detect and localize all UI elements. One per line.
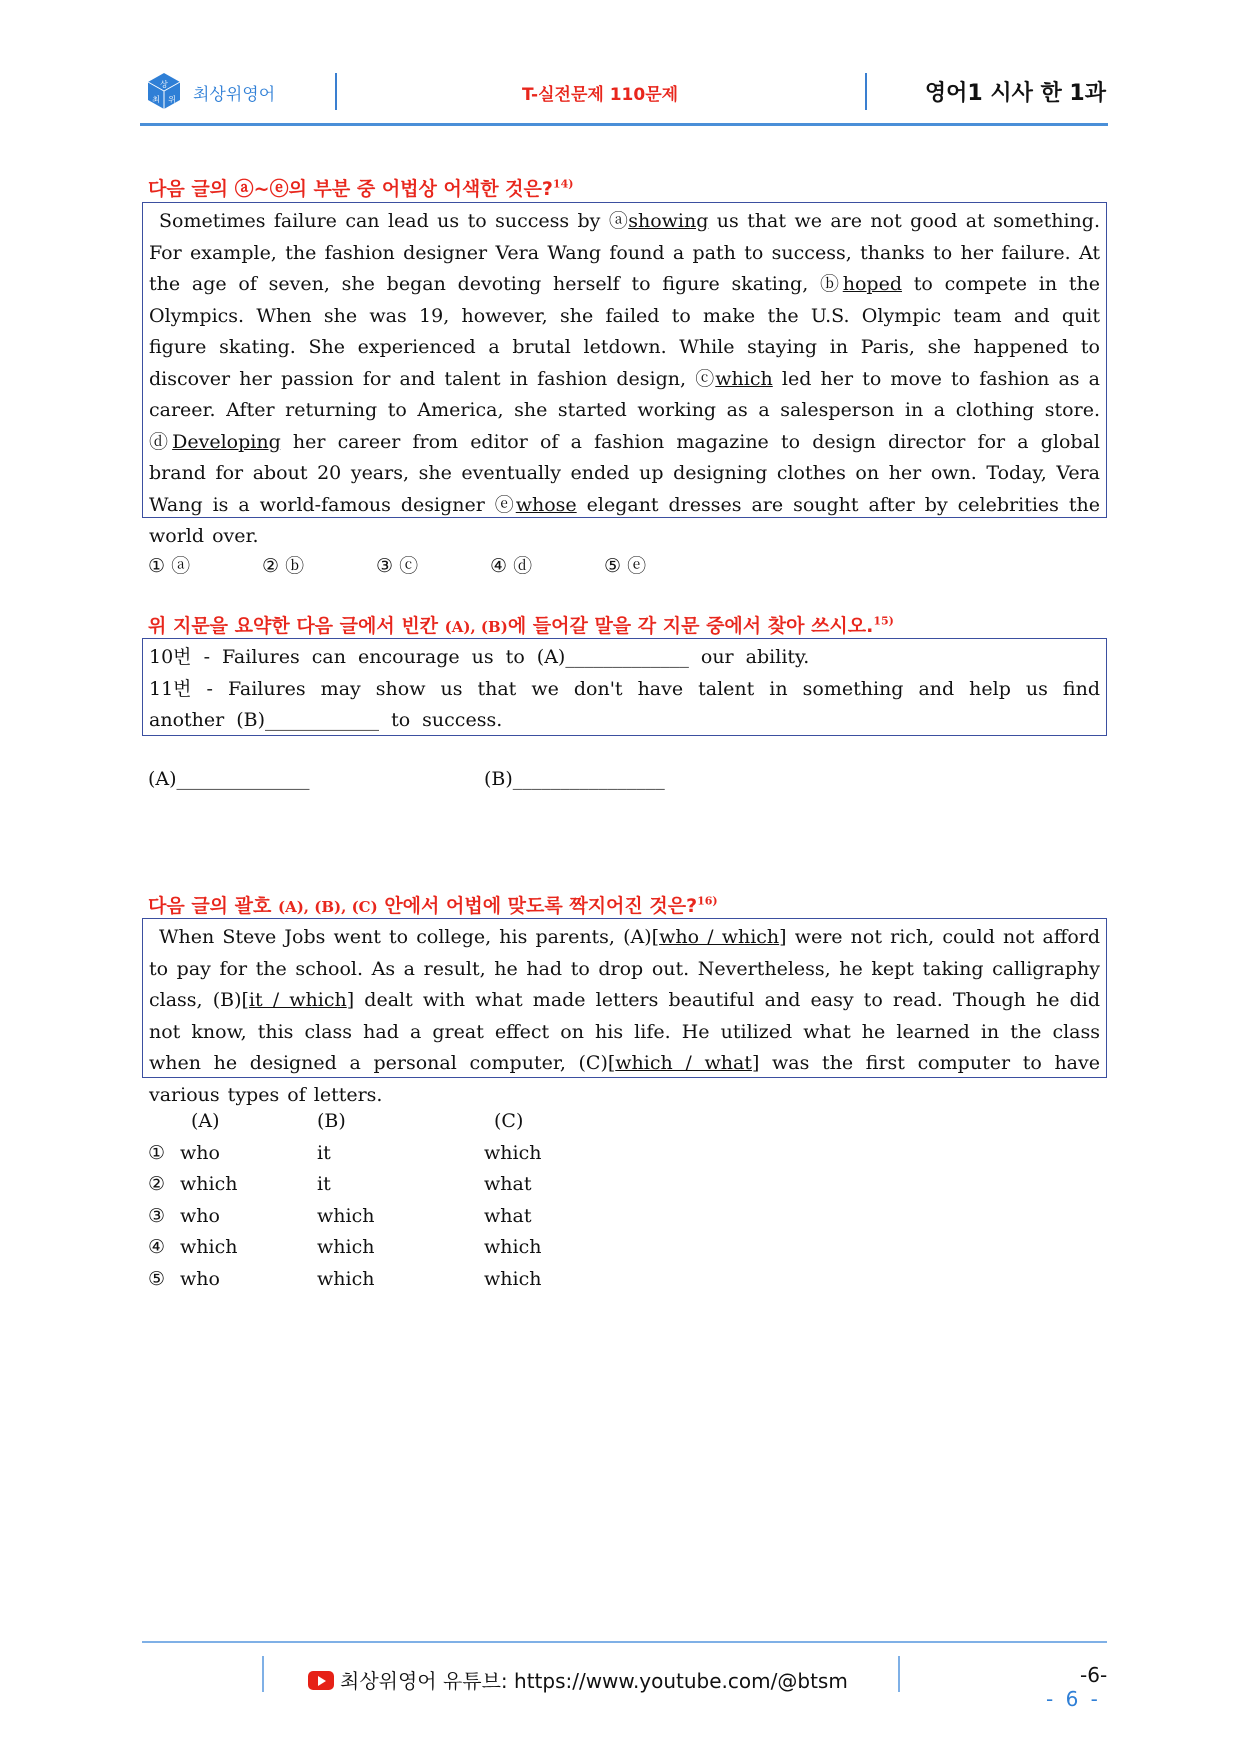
q14-passage-text: Sometimes failure can lead us to success by <box>159 210 609 232</box>
q14-passage-text: to compete in the Olympics. When she was 19, however, she failed to make the U.S. Olympic team and quit figure skating. She experienced a brutal letdown. While staying in Paris, she happened to discover her passion for and talent in fashion design, <box>149 273 1100 390</box>
q14-option-5[interactable]: ⑤ ⓔ <box>604 555 647 577</box>
q16-row-b: it <box>317 1142 331 1164</box>
header-divider-left <box>335 73 337 110</box>
footer-rule <box>142 1641 1107 1643</box>
q16-row-c: what <box>484 1205 532 1227</box>
q14-passage-text: us that we are not good at something. For example, the fashion designer Vera Wang found a path to success, thanks to her failure. At the age of seven, she began devoting herself to figure skating, <box>149 210 1100 295</box>
q16-title <box>148 891 718 918</box>
q16-row-a: which <box>180 1236 238 1258</box>
header-right-title: 영어1 시사 한 1과 <box>924 81 1106 106</box>
q16-row-c: which <box>484 1268 542 1290</box>
q14-underline-c: which <box>715 367 773 390</box>
q16-choice-c: which / what <box>615 1052 752 1074</box>
q15-title <box>148 611 894 638</box>
q14-underline-d: Developing <box>172 430 281 453</box>
q16-option-row[interactable] <box>148 1205 165 1227</box>
q14-option-4[interactable]: ④ ⓓ <box>490 555 533 577</box>
q16-choice-b: it / which <box>248 989 347 1011</box>
q16-row-c: what <box>484 1173 532 1195</box>
q15-title-pre: 위 지문을 요약한 다음 글에서 빈칸 <box>148 615 445 637</box>
q16-passage-text: When Steve Jobs went to college, his parents, (A)[ <box>159 926 660 948</box>
q16-passage-box <box>142 918 1107 1106</box>
q15-answer-b[interactable]: (B)________________ <box>484 768 665 790</box>
q14-marker-a: ⓐ <box>608 210 629 232</box>
q14-passage-box <box>142 202 1107 547</box>
q16-title-abc: (A), (B), (C) <box>277 898 378 916</box>
q14-option-2[interactable]: ② ⓑ <box>262 555 305 577</box>
q16-row-number: ① <box>148 1142 166 1164</box>
logo-glyph-right: 위 <box>168 95 176 104</box>
q14-underline-a: showing <box>628 210 709 232</box>
header-center-title: T-실전문제 110문제 <box>521 85 679 105</box>
q15-line-1: 10번 - Failures can encourage us to (A)_____________ our ability. <box>149 646 810 668</box>
q16-row-a: who <box>180 1142 220 1164</box>
youtube-icon <box>308 1671 334 1690</box>
q16-passage-text: ] dealt with what made letters beautiful and easy to read. Though he did not know, this class had a great effect on his life. He utilized what he learned in the class when he designed a personal computer, (C)[ <box>149 989 1100 1074</box>
q16-row-number: ④ <box>148 1236 166 1258</box>
q14-underline-e: whose <box>515 493 577 516</box>
q16-passage-text: ] was the first computer to have various types of letters. <box>149 1052 1100 1106</box>
footer-divider-left <box>262 1656 264 1692</box>
q14-option-3[interactable]: ③ ⓒ <box>376 555 419 577</box>
q16-row-b: it <box>317 1173 331 1195</box>
q16-title-post: 안에서 어법에 맞도록 짝지어진 것은? <box>377 895 698 917</box>
page-number-bottom: - 6 - <box>1046 1687 1101 1711</box>
q16-row-number: ② <box>148 1173 166 1195</box>
q16-row-c: which <box>484 1236 542 1258</box>
q16-row-a: which <box>180 1173 238 1195</box>
q16-passage-text: ] were not rich, could not afford to pay for the school. As a result, he had to drop out. Nevertheless, he kept taking calligraphy class, (B)[ <box>149 926 1100 1011</box>
q16-choice-a: who / which <box>659 926 780 948</box>
q16-option-row[interactable] <box>148 1236 165 1258</box>
q16-row-a: who <box>180 1205 220 1227</box>
page-number-top: -6- <box>1080 1663 1108 1687</box>
logo-glyph-top: 상 <box>160 80 168 89</box>
q16-title-pre: 다음 글의 괄호 <box>148 895 278 917</box>
logo-glyph-left: 최 <box>152 95 160 104</box>
q16-header-a: (A) <box>191 1110 220 1132</box>
q14-marker-e: ⓔ <box>494 493 516 516</box>
q16-option-row[interactable] <box>148 1173 165 1195</box>
q16-number: 16) <box>697 894 718 908</box>
footer-divider-right <box>898 1656 900 1692</box>
q14-passage-text: elegant dresses are sought after by celebrities the world over. <box>149 493 1100 547</box>
header-rule <box>140 123 1108 126</box>
q14-title <box>148 174 573 201</box>
q15-line-2: 11번 - Failures may show us that we don't have talent in something and help us find another (B)____________ to success. <box>149 677 1100 731</box>
q16-row-number: ⑤ <box>148 1268 166 1290</box>
brand-name: 최상위영어 <box>193 85 276 105</box>
q14-marker-c: ⓒ <box>695 367 716 390</box>
header-divider-right <box>865 73 867 110</box>
q14-title-text: 다음 글의 ⓐ~ⓔ의 부분 중 어법상 어색한 것은? <box>148 178 553 200</box>
q16-option-row[interactable] <box>148 1268 165 1290</box>
q16-row-b: which <box>317 1236 375 1258</box>
q16-header-c: (C) <box>494 1110 524 1132</box>
q14-marker-b: ⓑ <box>820 273 843 295</box>
q16-row-a: who <box>180 1268 220 1290</box>
footer-youtube-text: 최상위영어 유튜브: https://www.youtube.com/@btsm <box>340 1669 848 1693</box>
q14-number: 14) <box>552 177 574 191</box>
q15-answer-a[interactable]: (A)______________ <box>148 768 310 790</box>
q15-title-ab: (A), (B) <box>444 618 508 636</box>
q15-summary-box <box>142 638 1107 736</box>
q14-marker-d: ⓓ <box>149 430 173 453</box>
q15-title-post: 에 들어갈 말을 각 지문 중에서 찾아 쓰시오. <box>507 615 874 637</box>
q14-option-1[interactable]: ① ⓐ <box>148 555 191 577</box>
q16-row-number: ③ <box>148 1205 166 1227</box>
footer-youtube-link[interactable] <box>308 1665 848 1694</box>
q16-row-b: which <box>317 1268 375 1290</box>
q16-option-row[interactable] <box>148 1142 165 1164</box>
q16-row-b: which <box>317 1205 375 1227</box>
q15-number: 15) <box>873 614 894 628</box>
q14-passage-text: her career from editor of a fashion magazine to design director for a global brand for about 20 years, she eventually ended up designing clothes on her own. Today, Vera Wang is a world-famous designer <box>149 430 1100 516</box>
q14-passage-text: led her to move to fashion as a career. After returning to America, she started working as a salesperson in a clothing store. <box>149 367 1100 421</box>
q16-row-c: which <box>484 1142 542 1164</box>
q14-underline-b: hoped <box>842 273 902 295</box>
q16-header-b: (B) <box>317 1110 346 1132</box>
brand-logo-icon <box>147 72 181 110</box>
